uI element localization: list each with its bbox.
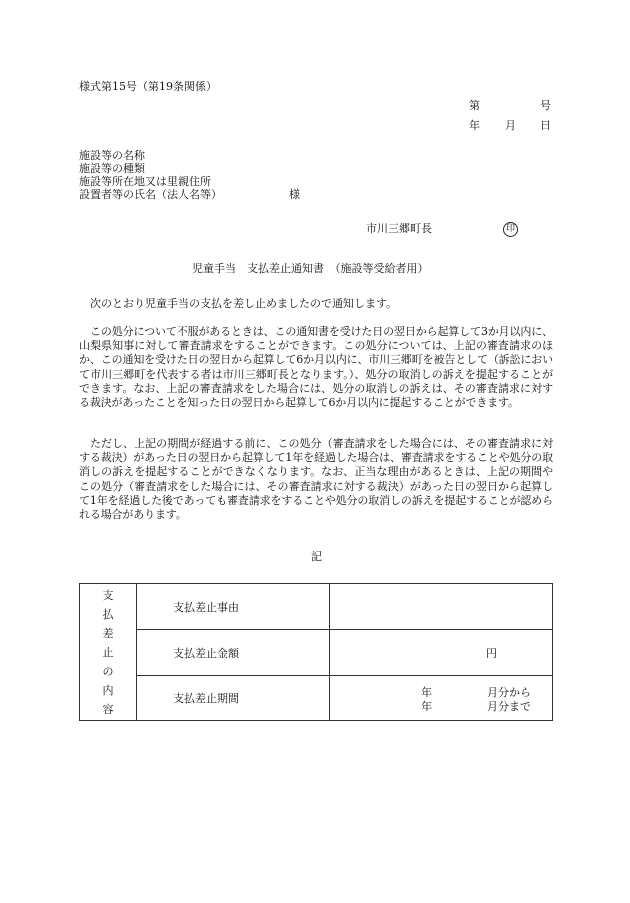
ki-heading: 記	[311, 550, 322, 563]
period-from: 年 月分から	[421, 686, 531, 699]
period-value	[330, 676, 553, 721]
facility-name-label: 施設等の名称	[79, 149, 145, 162]
period-label: 支払差止期間	[137, 676, 330, 721]
date-day: 日	[540, 119, 551, 132]
reason-label: 支払差止事由	[137, 584, 330, 630]
details-table	[79, 583, 553, 721]
appeal-paragraph-2: ただし、上記の期間が経過する前に、この処分（審査請求をした場合には、その審査請求に対する裁決）があった日の翌日から起算して1年を経過した場合は、審査請求をすることや処分の取消しの訴えを提起することができなくなります。なお、正当な理由があるときは、上記の期間やこの処分（審査請求をした場合には、その審査請求に対する裁決）があった日の翌日から起算して1年を経過した後であっても審査請求をすることや処分の取消しの訴えを提起することが認められる場合があります。	[79, 437, 553, 522]
period-to: 年 月分まで	[421, 700, 531, 713]
date-month: 月	[505, 119, 516, 132]
amount-label: 支払差止金額	[137, 630, 330, 676]
form-number: 様式第15号（第19条関係）	[79, 80, 217, 93]
facility-type-label: 施設等の種類	[79, 162, 145, 175]
reason-value	[330, 584, 553, 630]
facility-address-label: 施設等所在地又は里親住所	[79, 175, 211, 188]
doc-number-prefix: 第	[469, 99, 480, 112]
official-seal-icon: 印	[503, 222, 518, 237]
intro-text: 次のとおり児童手当の支払を差し止めましたので通知します。	[90, 297, 398, 310]
amount-value: 円	[330, 630, 553, 676]
honorific: 様	[289, 188, 300, 201]
details-side-label: 支 払 差 止 の 内 容	[80, 584, 137, 721]
issuer: 市川三郷町長	[366, 222, 432, 235]
appeal-paragraph-1: この処分について不服があるときは、この通知書を受けた日の翌日から起算して3か月以内に、山梨県知事に対して審査請求をすることができます。この処分については、上記の審査請求のほか、この通知を受けた日の翌日から起算して6か月以内に、市川三郷町を被告として（訴訟において市川三郷町を代表する者は市川三郷町長となります。）、処分の取消しの訴えを提起することができます。なお、上記の審査請求をした場合には、処分の取消しの訴えは、その審査請求に対する裁決があったことを知った日の翌日から起算して6か月以内に提起することができます。	[79, 325, 553, 410]
operator-name-label: 設置者等の氏名（法人名等）	[79, 188, 222, 201]
document-title: 児童手当 支払差止通知書 （施設等受給者用）	[192, 262, 429, 275]
doc-number-suffix: 号	[540, 99, 551, 112]
date-year: 年	[469, 119, 480, 132]
